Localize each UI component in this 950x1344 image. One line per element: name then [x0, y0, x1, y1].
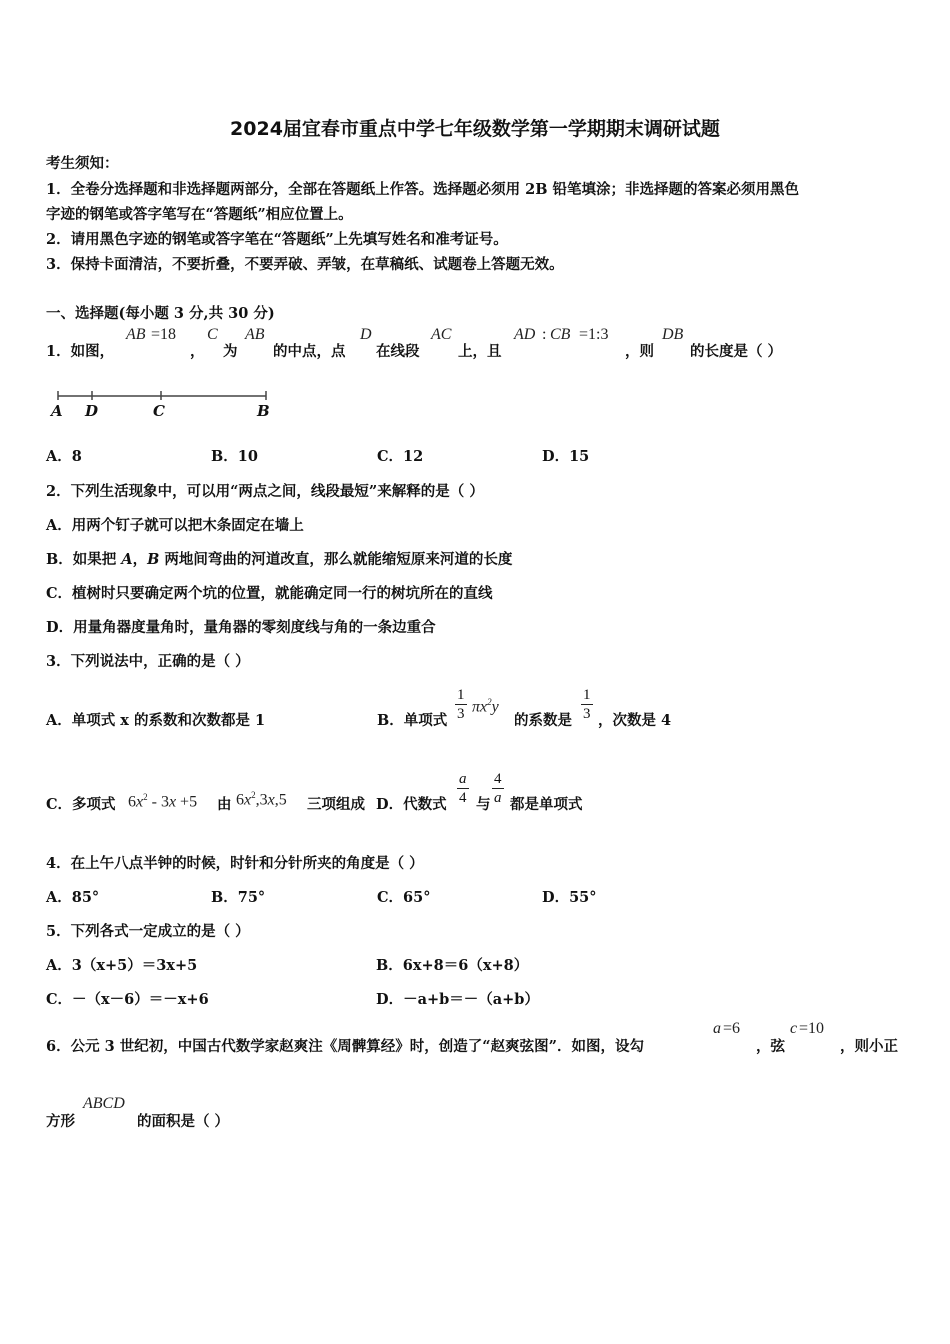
q2-b-var: A [121, 551, 133, 568]
var-x: x [168, 793, 177, 811]
term: ,3 [255, 791, 268, 809]
q2-option-b[interactable] [46, 548, 512, 569]
frac-den: 3 [457, 706, 465, 722]
q3-b-fraction-2 [581, 686, 593, 723]
page-title: 2024届宜春市重点中学七年级数学第一学期期末调研试题 [230, 118, 720, 140]
var-x: x [244, 791, 252, 809]
q4-option-b[interactable]: B．75° [211, 889, 266, 906]
notice-line-1a: 1．全卷分选择题和非选择题两部分，全部在答题纸上作答。选择题必须用 2B 铅笔填涂；非选择题的答案必须用黑色 [46, 181, 800, 198]
q1-text: 为 [223, 343, 238, 360]
q3-b-monomial [472, 697, 499, 716]
q5-option-c[interactable]: C．－（x－6）＝－x+6 [46, 991, 209, 1008]
notice-line-1b: 字迹的钢笔或答字笔写在“答题纸”相应位置上。 [46, 206, 353, 223]
fig-label-b: B [257, 402, 270, 420]
q1-math: AD [514, 326, 536, 343]
frac-den: 4 [459, 790, 467, 806]
q6-text: ，弦 [756, 1038, 785, 1055]
var-x: x [267, 791, 275, 809]
q2-option-c[interactable]: C．植树时只要确定两个坑的位置，就能确定同一行的树坑所在的直线 [46, 585, 493, 602]
q2-stem: 2．下列生活现象中，可以用“两点之间，线段最短”来解释的是（ ） [46, 483, 484, 500]
frac-den: 3 [583, 706, 591, 722]
q6-text: 6．公元 3 世纪初，中国古代数学家赵爽注《周髀算经》时，创造了“赵爽弦图”．如图，设勾 [46, 1038, 644, 1055]
q6-math: c [790, 1020, 798, 1037]
q2-b-text: 两地间弯曲的河道改直，那么就能缩短原来河道的长度 [159, 551, 513, 568]
frac-num: 1 [583, 687, 591, 703]
q1-option-b[interactable]: B．10 [211, 448, 258, 465]
q1-text: 1．如图， [46, 343, 115, 360]
coef: 6 [236, 791, 244, 809]
q1-math: D [360, 326, 372, 343]
q3-b-text: 的系数是 [514, 712, 572, 729]
q3-c-polynomial [128, 792, 197, 811]
q1-text: ， [190, 343, 205, 360]
q3-b-text: B．单项式 [377, 712, 448, 729]
q3-d-text: 都是单项式 [510, 796, 583, 813]
q6-math: ABCD [83, 1095, 125, 1112]
q1-text: 的长度是（ ） [690, 343, 783, 360]
q1-math: AB [126, 326, 146, 343]
q1-math: CB [550, 326, 571, 343]
term: +5 [176, 793, 198, 811]
exponent: 2 [487, 697, 492, 707]
q3-b-fraction [455, 686, 467, 723]
frac-num: 1 [457, 687, 465, 703]
q4-option-c[interactable]: C．65° [377, 889, 431, 906]
q1-text: ，则 [625, 343, 654, 360]
q1-option-a[interactable]: A．8 [46, 448, 82, 465]
q2-b-text: ， [132, 551, 148, 568]
q6-math: =10 [799, 1020, 825, 1037]
term: ,5 [274, 791, 287, 809]
q5-option-b[interactable]: B．6x+8＝6（x+8） [376, 957, 529, 974]
q3-c-text: C．多项式 [46, 796, 116, 813]
frac-den: a [494, 790, 502, 806]
q3-c-text: 三项组成 [307, 796, 365, 813]
frac-num: a [459, 771, 467, 787]
coef: 6 [128, 793, 136, 811]
q3-c-text: 由 [217, 796, 232, 813]
q3-d-fraction [457, 770, 469, 807]
q1-text: 的中点，点 [273, 343, 346, 360]
exponent: 2 [251, 790, 256, 800]
exponent: 2 [143, 792, 148, 802]
var-x: x [136, 793, 144, 811]
section-heading: 一、选择题(每小题 3 分,共 30 分) [46, 305, 275, 322]
q6-text: ，则小正 [840, 1038, 898, 1055]
q5-option-a[interactable]: A．3（x+5）＝3x+5 [46, 957, 198, 974]
q1-math: =1:3 [579, 326, 609, 343]
fig-label-a: A [51, 402, 63, 420]
q1-text: 在线段 [376, 343, 420, 360]
q1-option-d[interactable]: D．15 [542, 448, 590, 465]
q1-math: AB [245, 326, 265, 343]
fig-label-c: C [153, 402, 165, 420]
q6-math: a [713, 1020, 721, 1037]
q3-d-text: 与 [476, 796, 491, 813]
q2-b-text: B．如果把 [46, 551, 122, 568]
q1-math: AC [431, 326, 452, 343]
pi-symbol: π [472, 698, 481, 716]
q3-b-text: ，次数是 4 [598, 712, 672, 729]
q5-stem: 5．下列各式一定成立的是（ ） [46, 923, 250, 940]
q1-math: : [542, 326, 547, 343]
q1-option-c[interactable]: C．12 [377, 448, 424, 465]
q2-option-a[interactable]: A．用两个钉子就可以把木条固定在墙上 [46, 517, 304, 534]
notice-heading: 考生须知： [46, 155, 119, 172]
var-x: x [480, 698, 488, 716]
q2-option-d[interactable]: D．用量角器度量角时，量角器的零刻度线与角的一条边重合 [46, 619, 436, 636]
q3-d-text: D．代数式 [376, 796, 447, 813]
q1-math: =18 [151, 326, 177, 343]
q4-option-d[interactable]: D．55° [542, 889, 597, 906]
q6-text: 方形 [46, 1113, 75, 1130]
q6-math: =6 [723, 1020, 741, 1037]
q2-b-var: B [147, 551, 160, 568]
q1-text: 上，且 [458, 343, 502, 360]
term: - 3 [147, 793, 169, 811]
q3-option-a[interactable]: A．单项式 x 的系数和次数都是 1 [46, 712, 266, 729]
q3-c-terms [236, 790, 287, 809]
q6-text: 的面积是（ ） [137, 1113, 230, 1130]
notice-line-2: 2．请用黑色字迹的钢笔或答字笔在“答题纸”上先填写姓名和准考证号。 [46, 231, 508, 248]
q3-d-fraction-2 [492, 770, 504, 807]
notice-line-3: 3．保持卡面清洁，不要折叠，不要弄破、弄皱，在草稿纸、试题卷上答题无效。 [46, 256, 564, 273]
q3-stem: 3．下列说法中，正确的是（ ） [46, 653, 250, 670]
q1-math: DB [662, 326, 684, 343]
q1-math: C [207, 326, 218, 343]
frac-num: 4 [494, 771, 502, 787]
var-y: y [491, 698, 499, 716]
q4-stem: 4．在上午八点半钟的时候，时针和分针所夹的角度是（ ） [46, 855, 424, 872]
fig-label-d: D [85, 402, 99, 420]
q4-option-a[interactable]: A．85° [46, 889, 100, 906]
q5-option-d[interactable]: D．－a+b＝－（a+b） [376, 991, 539, 1008]
